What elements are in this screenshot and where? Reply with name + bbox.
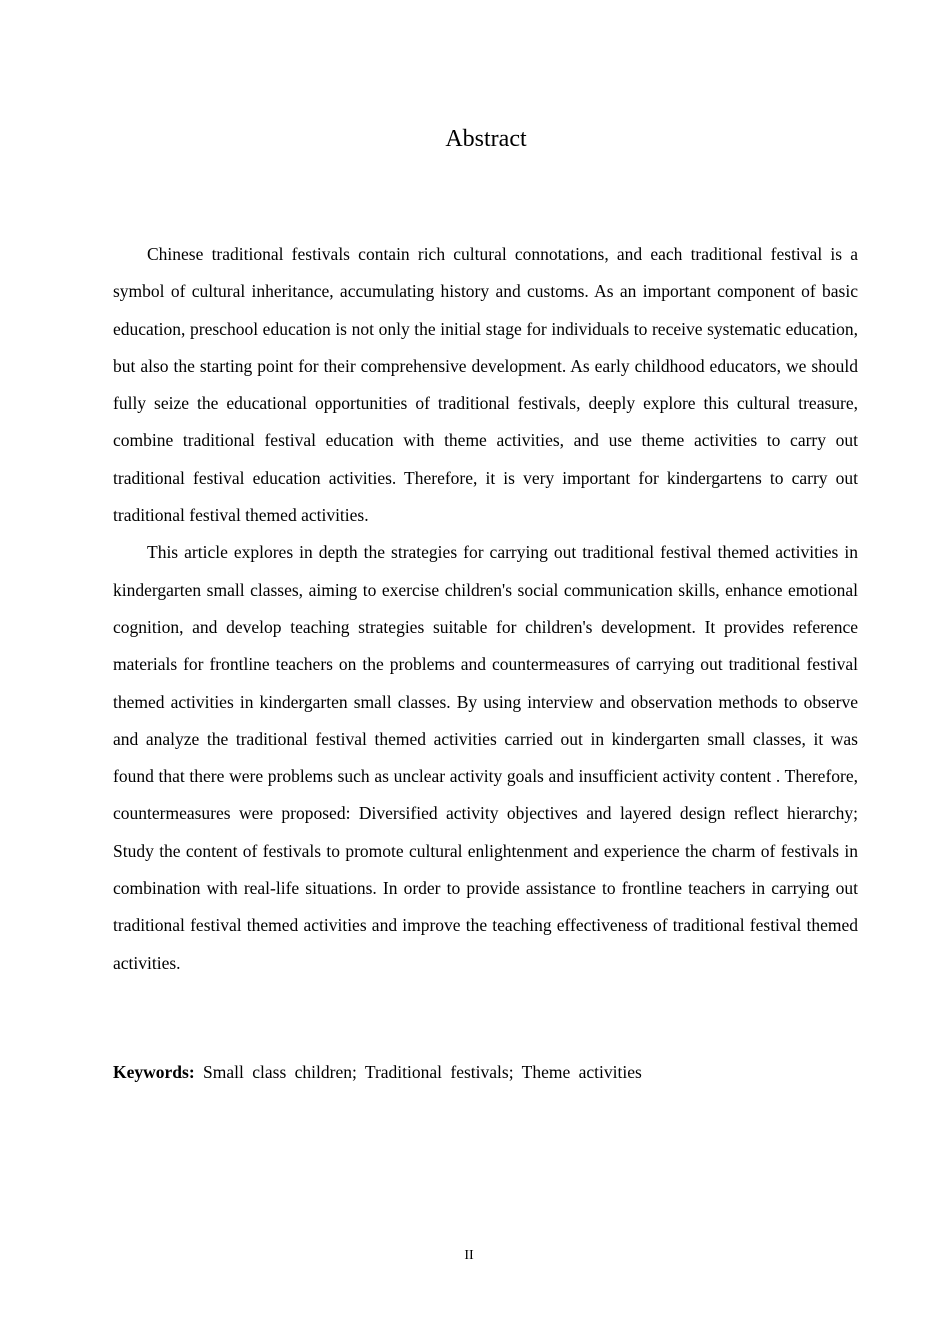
keywords-line <box>113 1055 858 1089</box>
page-number: II <box>464 1248 474 1263</box>
keywords-text: Small class children; Traditional festivals; Theme activities <box>203 1062 642 1082</box>
keywords-label: Keywords: <box>113 1062 195 1082</box>
abstract-body <box>113 236 858 982</box>
abstract-paragraph-2: This article explores in depth the strategies for carrying out traditional festival themed activities in kindergarten small classes, aiming to exercise children's social communication skills, enhance emotional cognition, and develop teaching strategies suitable for children's development. It provides reference materials for frontline teachers on the problems and countermeasures of carrying out traditional festival themed activities in kindergarten small classes. By using interview and observation methods to observe and analyze the traditional festival themed activities carried out in kindergarten small classes, it was found that there were problems such as unclear activity goals and insufficient activity content . Therefore, countermeasures were proposed: Diversified activity objectives and layered design reflect hierarchy; Study the content of festivals to promote cultural enlightenment and experience the charm of festivals in combination with real-life situations. In order to provide assistance to frontline teachers in carrying out traditional festival themed activities and improve the teaching effectiveness of traditional festival themed activities. <box>113 542 858 973</box>
abstract-title: Abstract <box>445 126 527 152</box>
abstract-paragraph-1: Chinese traditional festivals contain rich cultural connotations, and each traditional festival is a symbol of cultural inheritance, accumulating history and customs. As an important component of basic education, preschool education is not only the initial stage for individuals to receive systematic education, but also the starting point for their comprehensive development. As early childhood educators, we should fully seize the educational opportunities of traditional festivals, deeply explore this cultural treasure, combine traditional festival education with theme activities, and use theme activities to carry out traditional festival education activities. Therefore, it is very important for kindergartens to carry out traditional festival themed activities. <box>113 244 858 526</box>
